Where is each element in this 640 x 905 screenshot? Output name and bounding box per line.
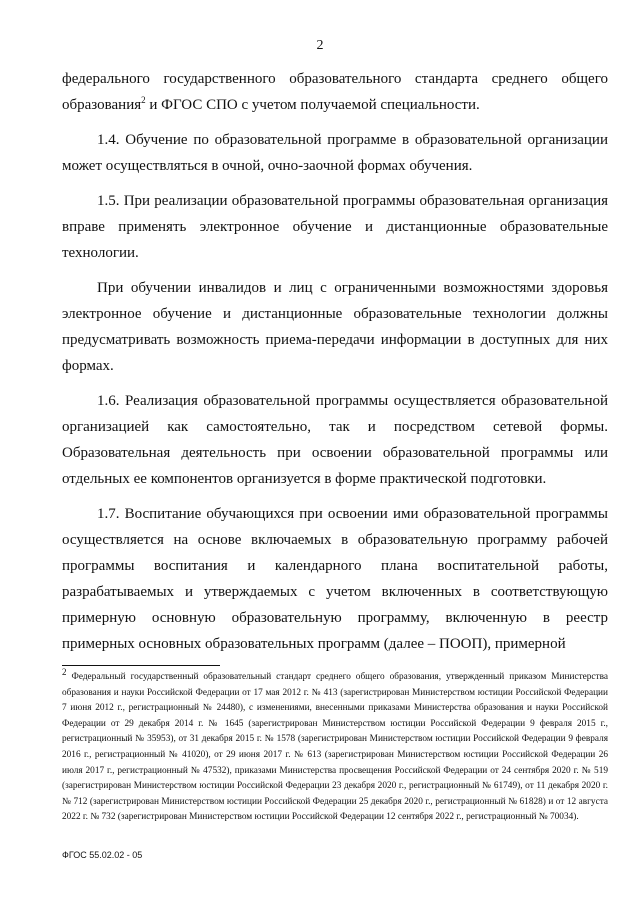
paragraph-text-after: и ФГОС СПО с учетом получаемой специальности.: [145, 97, 480, 113]
paragraph-1-7: 1.7. Воспитание обучающихся при освоении ими образовательной программы осуществляется на основе включаемых в образовательную программу рабочей программы воспитания и календарного плана воспитательной работы, разрабатываемых и утверждаемых с учетом включенных в соответствующую примерную основную образовательную программу, включенную в реестр примерных основных образовательных программ (далее – ПООП), примерной: [62, 506, 608, 652]
document-code: ФГОС 55.02.02 - 05: [62, 850, 143, 860]
paragraph-continuation: [62, 66, 608, 118]
footnote-text: Федеральный государственный образовательный стандарт среднего общего образования, утвержденный приказом Министерства образования и науки Российской Федерации от 17 мая 2012 г. № 413 (зарегистрирован Министерством юстиции Российской Федерации 7 июня 2012 г., регистрационный № 24480), с изменениями, внесенными приказами Министерства образования и науки Российской Федерации от 29 декабря 2014 г. № 1645 (зарегистрирован Министерством юстиции Российской Федерации 9 февраля 2015 г., регистрационный № 35953), от 31 декабря 2015 г. № 1578 (зарегистрирован Министерством юстиции Российской Федерации 9 февраля 2016 г., регистрационный № 41020), от 29 июня 2017 г. № 613 (зарегистрирован Министерством юстиции Российской Федерации 26 июля 2017 г., регистрационный № 47532), приказами Министерства просвещения Российской Федерации от 24 сентября 2020 г. № 519 (зарегистрирован Министерством юстиции Российской Федерации 23 декабря 2020 г., регистрационный № 61749), от 11 декабря 2020 г. № 712 (зарегистрирован Министерством юстиции Российской Федерации 25 декабря 2020 г., регистрационный № 61828) и от 12 августа 2022 г. № 732 (зарегистрирован Министерством юстиции Российской Федерации 12 сентября 2022 г., регистрационный № 70034).: [62, 672, 608, 823]
paragraph-1-4: 1.4. Обучение по образовательной программе в образовательной организации может осуществляться в очной, очно-заочной формах обучения.: [62, 132, 608, 174]
footnote: [62, 666, 608, 826]
paragraph-text: федерального государственного образовательного стандарта среднего общего образования: [62, 71, 608, 113]
body-text: [62, 66, 608, 666]
paragraph-disabilities: При обучении инвалидов и лиц с ограниченными возможностями здоровья электронное обучение и дистанционные образовательные технологии должны предусматривать возможность приема-передачи информации в доступных для них формах.: [62, 280, 608, 374]
footnote-reference: 2: [141, 95, 146, 105]
paragraph-1-5: 1.5. При реализации образовательной программы образовательная организация вправе применять электронное обучение и дистанционные образовательные технологии.: [62, 193, 608, 261]
page-number: 2: [316, 38, 324, 53]
footnote-marker: 2: [62, 666, 67, 677]
paragraph-1-6: 1.6. Реализация образовательной программы осуществляется образовательной организацией как самостоятельно, так и посредством сетевой формы. Образовательная деятельность при освоении образовательной программы или отдельных ее компонентов организуется в форме практической подготовки.: [62, 393, 608, 487]
footnote-divider: [62, 665, 220, 666]
